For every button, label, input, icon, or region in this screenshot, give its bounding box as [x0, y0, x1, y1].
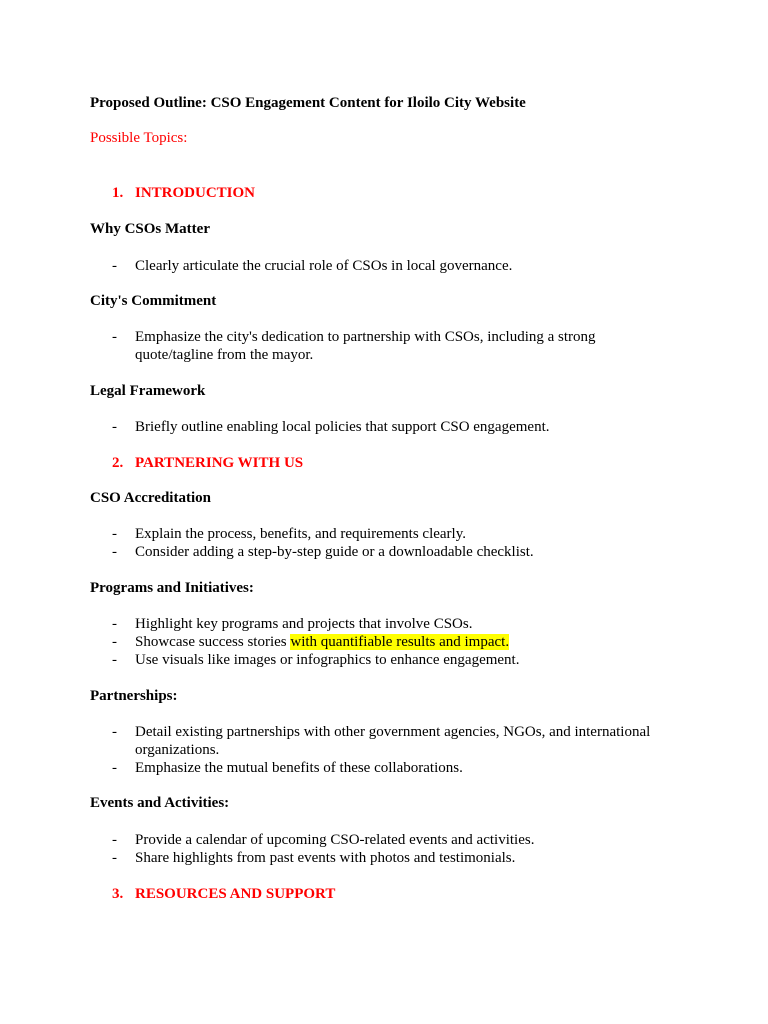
bullet-dash: - — [112, 634, 117, 650]
bullet-dash: - — [112, 419, 117, 435]
list-item-text-plain: Showcase success stories — [135, 634, 291, 650]
document-title: Proposed Outline: CSO Engagement Content for Iloilo City Website — [90, 95, 526, 111]
bullet-dash: - — [112, 832, 117, 848]
bullet-dash: - — [112, 258, 117, 274]
highlighted-text: with quantifiable results and impact. — [290, 634, 510, 650]
bullet-dash: - — [112, 724, 117, 740]
bullet-dash: - — [112, 329, 117, 345]
subsection-title: CSO Accreditation — [90, 490, 211, 506]
section-heading: PARTNERING WITH US — [135, 455, 304, 471]
list-item-text: quote/tagline from the mayor. — [135, 347, 314, 363]
list-item-text: organizations. — [135, 742, 220, 758]
section-number: 2. — [112, 455, 124, 471]
subsection-title: Why CSOs Matter — [90, 221, 210, 237]
bullet-dash: - — [112, 526, 117, 542]
list-item-text: Emphasize the city's dedication to partnership with CSOs, including a strong — [135, 329, 596, 345]
bullet-dash: - — [112, 616, 117, 632]
list-item-text: Briefly outline enabling local policies that support CSO engagement. — [135, 419, 550, 435]
bullet-dash: - — [112, 652, 117, 668]
list-item-text — [135, 633, 672, 651]
list-item-text: Explain the process, benefits, and requirements clearly. — [135, 526, 466, 542]
section-heading: INTRODUCTION — [135, 185, 256, 201]
bullet-dash: - — [112, 544, 117, 560]
subsection-title: Partnerships: — [90, 688, 178, 704]
subsection-title: Events and Activities: — [90, 795, 230, 811]
list-item-text: Provide a calendar of upcoming CSO-related events and activities. — [135, 832, 535, 848]
list-item-text: Clearly articulate the crucial role of CSOs in local governance. — [135, 258, 513, 274]
subsection-title: Programs and Initiatives: — [90, 580, 254, 596]
list-item-text: Use visuals like images or infographics to enhance engagement. — [135, 652, 520, 668]
bullet-dash: - — [112, 850, 117, 866]
section-heading: RESOURCES AND SUPPORT — [135, 886, 336, 902]
subsection-title: Legal Framework — [90, 383, 206, 399]
possible-topics-label: Possible Topics: — [90, 130, 188, 146]
section-number: 1. — [112, 185, 124, 201]
list-item-text: Detail existing partnerships with other government agencies, NGOs, and international — [135, 724, 651, 740]
subsection-title: City's Commitment — [90, 293, 217, 309]
list-item-text: Consider adding a step-by-step guide or a downloadable checklist. — [135, 544, 534, 560]
list-item-text: Highlight key programs and projects that involve CSOs. — [135, 616, 473, 632]
list-item-text: Emphasize the mutual benefits of these collaborations. — [135, 760, 463, 776]
section-number: 3. — [112, 886, 124, 902]
bullet-dash: - — [112, 760, 117, 776]
list-item-text: Share highlights from past events with photos and testimonials. — [135, 850, 516, 866]
